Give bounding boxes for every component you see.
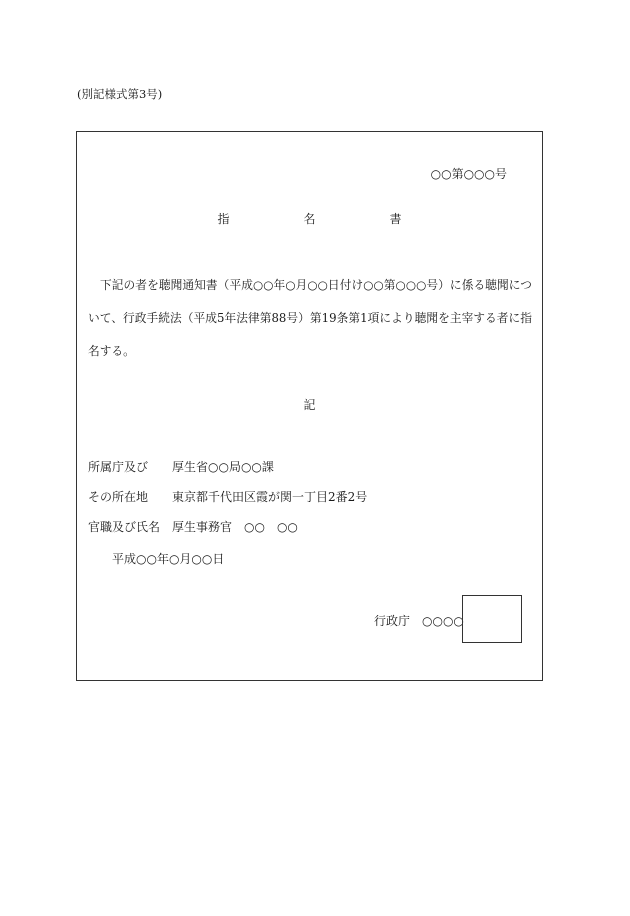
agency-name: 行政庁 ○○○○ <box>374 614 464 628</box>
document-number: ○○第○○○号 <box>430 167 507 181</box>
title-char: 指 <box>217 212 230 226</box>
affiliation-value: 厚生省○○局○○課 <box>172 460 274 474</box>
position-row <box>88 518 298 535</box>
location-row <box>88 488 367 505</box>
title-char: 書 <box>389 212 402 226</box>
location-value: 東京都千代田区霞が関一丁目2番2号 <box>172 490 368 504</box>
issue-date: 平成○○年○月○○日 <box>112 552 225 566</box>
title-char: 名 <box>303 212 316 226</box>
position-label: 官職及び氏名 <box>88 520 161 534</box>
seal-box <box>462 595 522 643</box>
document-title <box>77 210 542 227</box>
document-frame <box>76 131 543 681</box>
body-paragraph: 下記の者を聴聞通知書（平成○○年○月○○日付け○○第○○○号）に係る聴聞について、行政手続法（平成5年法律第88号）第19条第1項により聴聞を主宰する者に指名する。 <box>88 278 532 358</box>
affiliation-row <box>88 458 274 475</box>
location-label: その所在地 <box>88 490 149 504</box>
position-value: 厚生事務官 ○○ ○○ <box>172 520 298 534</box>
form-number: (別記様式第3号) <box>77 87 163 101</box>
affiliation-label: 所属庁及び <box>88 460 149 474</box>
ki-heading: 記 <box>303 398 316 412</box>
